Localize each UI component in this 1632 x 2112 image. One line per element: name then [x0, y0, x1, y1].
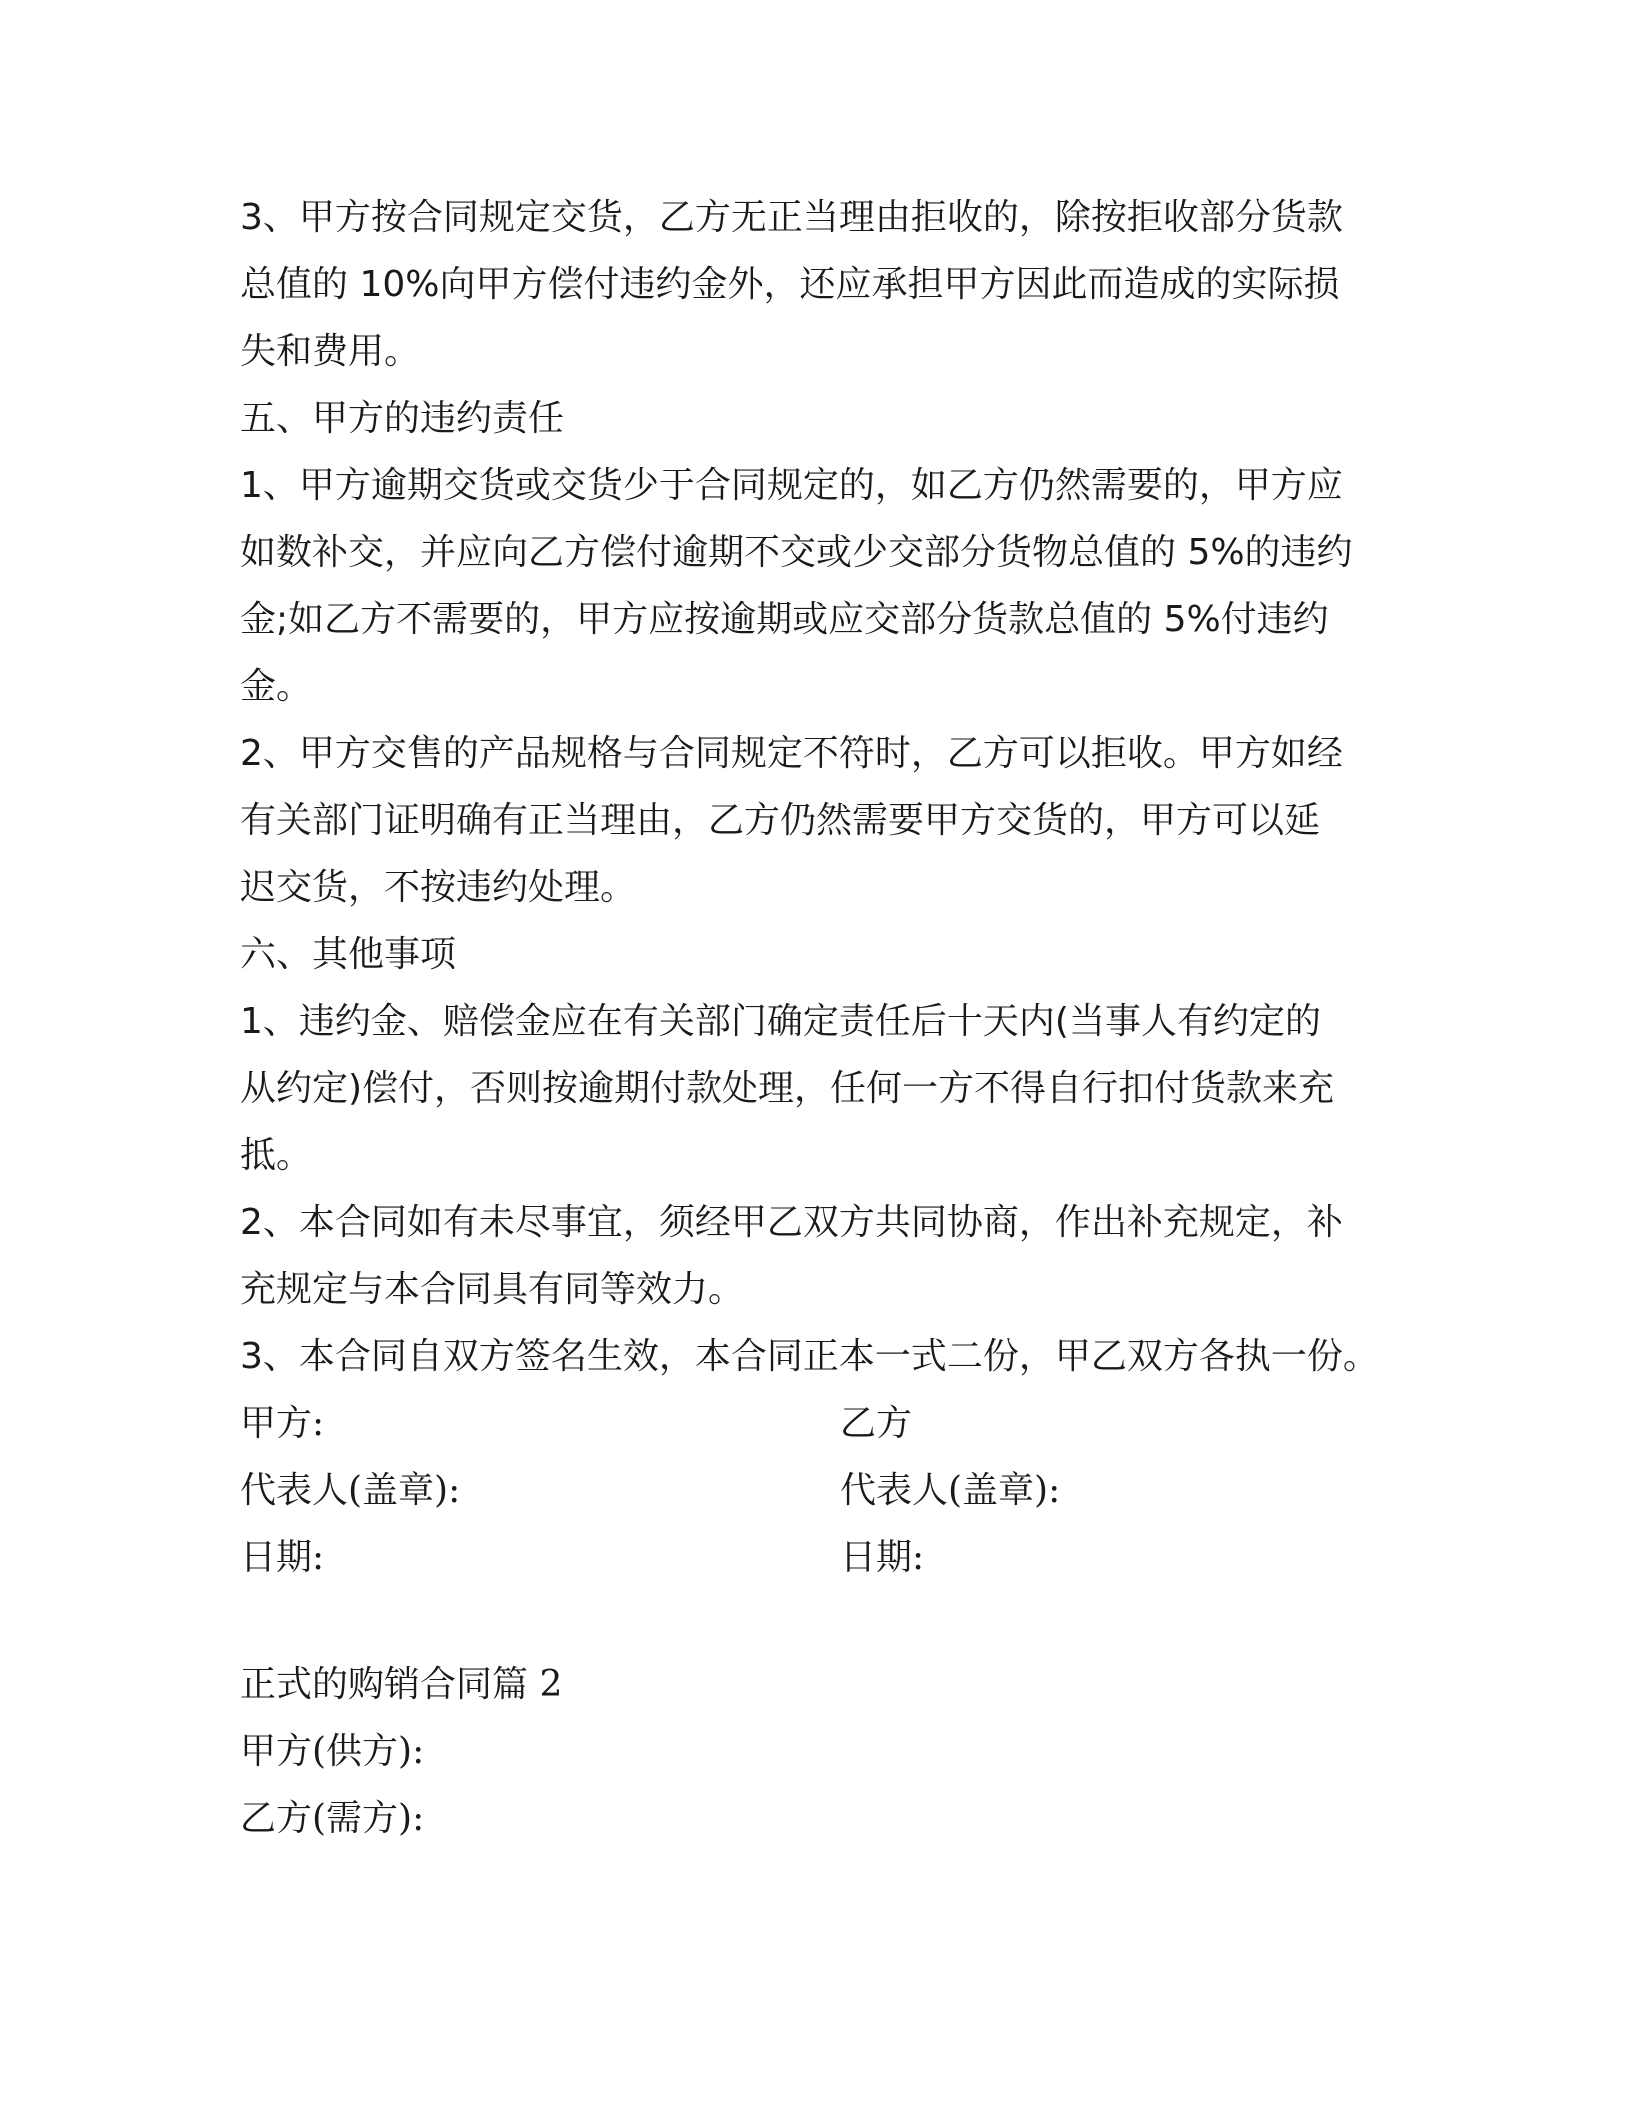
body-line: 如数补交，并应向乙方偿付逾期不交或少交部分货物总值的 5%的违约 — [240, 532, 1353, 573]
body-line: 金。 — [240, 666, 313, 707]
supplier-label: 甲方(供方): — [240, 1731, 425, 1772]
body-line: 2、本合同如有未尽事宜，须经甲乙双方共同协商，作出补充规定，补 — [240, 1202, 1343, 1243]
body-line: 1、甲方逾期交货或交货少于合同规定的，如乙方仍然需要的，甲方应 — [240, 465, 1343, 506]
contract-2-title: 正式的购销合同篇 2 — [240, 1664, 563, 1705]
date-b-label: 日期: — [840, 1537, 925, 1578]
body-line: 充规定与本合同具有同等效力。 — [240, 1269, 745, 1310]
section-heading: 六、其他事项 — [240, 934, 457, 975]
date-a-label: 日期: — [240, 1537, 325, 1578]
body-line: 失和费用。 — [240, 331, 421, 372]
body-line: 总值的 10%向甲方偿付违约金外，还应承担甲方因此而造成的实际损 — [240, 264, 1340, 305]
body-line: 有关部门证明确有正当理由，乙方仍然需要甲方交货的，甲方可以延 — [240, 800, 1321, 841]
section-heading: 五、甲方的违约责任 — [240, 398, 565, 439]
party-a-label: 甲方: — [240, 1403, 325, 1444]
body-line: 抵。 — [240, 1135, 313, 1176]
representative-a-label: 代表人(盖章): — [240, 1470, 461, 1511]
body-line: 迟交货，不按违约处理。 — [240, 867, 637, 908]
body-line: 1、违约金、赔偿金应在有关部门确定责任后十天内(当事人有约定的 — [240, 1001, 1321, 1042]
body-line: 3、本合同自双方签名生效，本合同正本一式二份，甲乙双方各执一份。 — [240, 1336, 1379, 1377]
party-b-label: 乙方 — [840, 1403, 913, 1444]
body-line: 金;如乙方不需要的，甲方应按逾期或应交部分货款总值的 5%付违约 — [240, 599, 1329, 640]
representative-b-label: 代表人(盖章): — [840, 1470, 1061, 1511]
body-line: 2、甲方交售的产品规格与合同规定不符时，乙方可以拒收。甲方如经 — [240, 733, 1343, 774]
buyer-label: 乙方(需方): — [240, 1798, 425, 1839]
body-line: 3、甲方按合同规定交货，乙方无正当理由拒收的，除按拒收部分货款 — [240, 197, 1343, 238]
body-line: 从约定)偿付，否则按逾期付款处理，任何一方不得自行扣付货款来充 — [240, 1068, 1335, 1109]
